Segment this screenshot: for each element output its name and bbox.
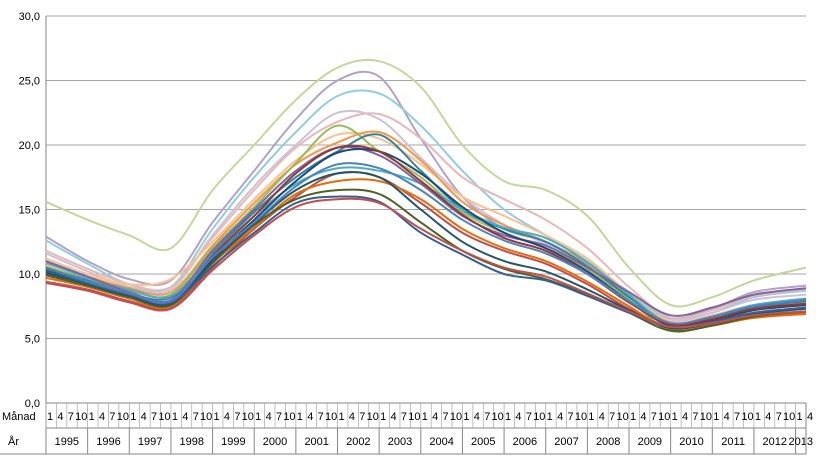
month-tick-label: 4: [640, 411, 647, 423]
year-label: 2004: [429, 436, 454, 448]
month-tick-label: 1: [463, 411, 470, 423]
month-tick-label: 1: [255, 411, 262, 423]
year-label: 2009: [637, 436, 663, 448]
month-tick-label: 10: [408, 411, 421, 423]
series-line-1: [46, 60, 806, 307]
month-tick-label: 10: [533, 411, 546, 423]
year-label: 2001: [304, 436, 329, 448]
month-tick-label: 1: [338, 411, 345, 423]
month-tick-label: 7: [609, 411, 616, 423]
year-label: 1995: [54, 436, 80, 448]
month-tick-label: 1: [588, 411, 595, 423]
month-tick-label: 10: [366, 411, 379, 423]
series-line-15: [46, 179, 806, 330]
month-tick-label: 7: [484, 411, 491, 423]
month-tick-label: 7: [317, 411, 324, 423]
month-tick-label: 1: [629, 411, 637, 423]
year-label: 2013: [788, 436, 814, 448]
month-tick-label: 4: [682, 411, 689, 423]
month-tick-label: 10: [283, 411, 296, 423]
month-tick-label: 4: [182, 411, 189, 423]
month-tick-label: 7: [234, 411, 241, 423]
month-tick-label: 1: [546, 411, 553, 423]
month-tick-label: 1: [296, 411, 303, 423]
month-tick-label: 4: [557, 411, 564, 423]
month-tick-label: 10: [449, 411, 463, 423]
year-label: 2005: [471, 436, 496, 448]
year-label: 2008: [595, 436, 621, 448]
month-tick-label: 10: [783, 411, 796, 423]
month-tick-label: 1: [671, 411, 678, 423]
series-lines: [46, 60, 806, 332]
month-tick-label: 4: [98, 411, 106, 423]
month-tick-label: 1: [171, 411, 178, 423]
month-tick-label: 10: [200, 411, 213, 423]
month-tick-label: 10: [75, 411, 88, 423]
year-label: 2006: [512, 436, 538, 448]
month-tick-label: 4: [598, 411, 605, 423]
year-label: 2002: [346, 436, 371, 448]
month-tick-label: 7: [525, 411, 532, 423]
month-tick-label: 4: [473, 411, 480, 423]
y-tick-label: 25,0: [18, 75, 40, 88]
month-tick-label: 4: [765, 411, 772, 423]
year-label: 2003: [387, 436, 413, 448]
year-label: 2011: [721, 436, 745, 448]
month-tick-label: 10: [741, 411, 754, 423]
year-label: 2012: [762, 436, 788, 448]
series-line-5: [46, 113, 806, 319]
y-tick-label: 30,0: [18, 11, 40, 23]
month-tick-label: 7: [734, 411, 741, 423]
month-tick-label: 4: [432, 411, 439, 423]
month-tick-label: 7: [151, 411, 158, 423]
year-label: 2007: [554, 436, 579, 448]
year-label: 1997: [137, 436, 163, 448]
series-line-7: [46, 131, 806, 324]
month-tick-label: 7: [400, 411, 408, 423]
month-tick-label: 10: [658, 411, 671, 423]
month-tick-label: 1: [46, 411, 54, 423]
month-tick-label: 7: [275, 411, 283, 423]
month-tick-label: 7: [650, 411, 657, 423]
month-tick-label: 4: [515, 411, 522, 423]
year-label: 1998: [179, 436, 204, 448]
month-tick-label: 1: [796, 411, 803, 423]
month-tick-label: 4: [265, 411, 272, 423]
x-axis: [0, 403, 813, 454]
month-tick-label: 7: [567, 411, 574, 423]
month-tick-label: 4: [390, 411, 397, 423]
month-tick-label: 4: [57, 411, 64, 423]
month-tick-label: 10: [616, 411, 629, 423]
series-line-8: [46, 125, 806, 331]
month-tick-label: 7: [775, 411, 782, 423]
month-tick-label: 4: [723, 411, 730, 423]
month-tick-label: 7: [359, 411, 366, 423]
y-tick-label: 15,0: [18, 204, 40, 217]
y-axis-tick-labels: [19, 11, 40, 410]
month-tick-label: 10: [324, 411, 338, 423]
year-label: 2000: [262, 436, 288, 448]
month-tick-label: 4: [223, 411, 231, 423]
month-tick-label: 10: [116, 411, 130, 423]
month-tick-label: 7: [442, 411, 449, 423]
month-row-label: Månad: [2, 411, 36, 423]
year-label: 1999: [221, 436, 246, 448]
month-tick-label: 1: [421, 411, 428, 423]
month-tick-label: 7: [192, 411, 199, 423]
year-row-label: År: [8, 436, 19, 448]
month-tick-label: 10: [699, 411, 713, 423]
month-tick-label: 10: [241, 411, 254, 423]
month-tick-label: 7: [109, 411, 116, 423]
series-line-2: [46, 72, 806, 319]
y-tick-label: 10,0: [18, 269, 40, 281]
month-tick-label: 4: [806, 411, 814, 423]
month-tick-label: 1: [130, 411, 137, 423]
month-tick-label: 1: [754, 411, 762, 423]
y-tick-label: 0,0: [24, 398, 40, 410]
year-label: 2010: [679, 436, 704, 448]
month-tick-label: 4: [307, 411, 314, 423]
month-tick-label: 4: [140, 411, 147, 423]
month-tick-label: 10: [158, 411, 171, 423]
month-tick-label: 1: [213, 411, 220, 423]
month-tick-label: 7: [67, 411, 74, 423]
y-tick-label: 20,0: [18, 140, 40, 152]
month-tick-label: 1: [713, 411, 720, 423]
month-tick-label: 10: [574, 411, 588, 423]
month-tick-label: 4: [348, 411, 355, 423]
year-label: 1996: [96, 436, 121, 448]
month-tick-label: 1: [505, 411, 512, 423]
y-tick-label: 5,0: [24, 333, 40, 346]
month-tick-label: 7: [692, 411, 699, 423]
month-tick-label: 1: [380, 411, 387, 423]
month-tick-label: 1: [88, 411, 95, 423]
month-tick-label: 10: [491, 411, 504, 423]
